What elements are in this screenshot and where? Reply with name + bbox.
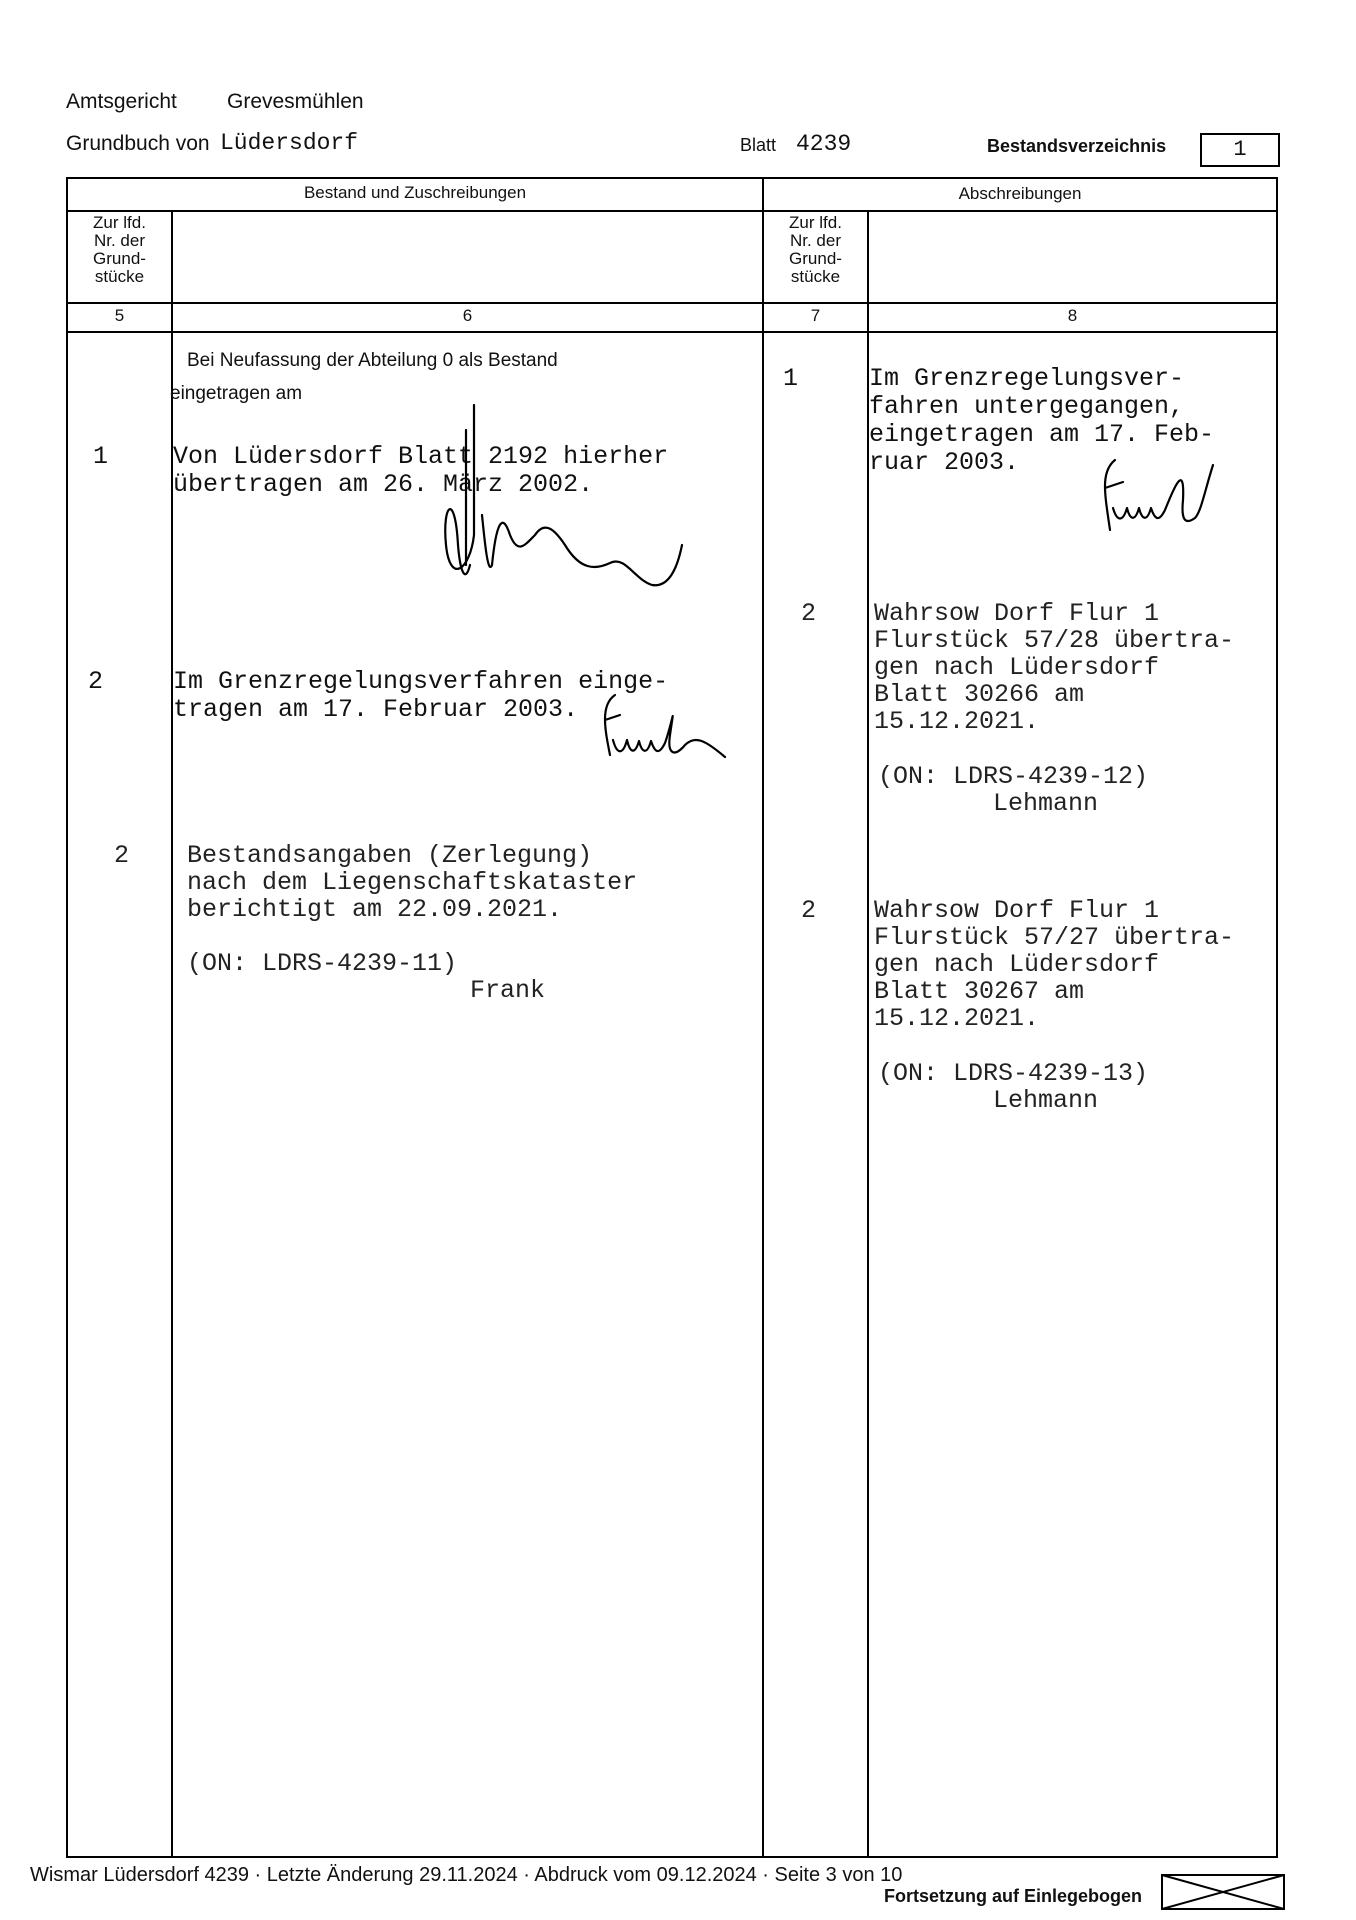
continuation-crossed-box xyxy=(1160,1872,1290,1912)
grundbuch-label: Grundbuch von xyxy=(66,132,210,155)
right-entry-2-official-name: Lehmann xyxy=(993,789,1099,818)
signature-3 xyxy=(1095,450,1235,540)
right-entry-2-number: 2 xyxy=(801,599,817,628)
col-number-8: 8 xyxy=(1067,306,1078,325)
col-number-6: 6 xyxy=(462,306,473,325)
right-entry-3-line-1: Wahrsow Dorf Flur 1 xyxy=(874,896,1160,925)
col5-header xyxy=(68,214,171,286)
entry-2-number: 2 xyxy=(88,667,104,696)
right-entry-3-line-5: 15.12.2021. xyxy=(874,1004,1040,1033)
col7-header-line: Nr. der xyxy=(789,231,842,250)
col5-header-line: stücke xyxy=(94,267,145,286)
register-number-box xyxy=(1200,133,1280,167)
print-info: Wismar Lüdersdorf 4239 · Letzte Änderung 29.11.2024 · Abdruck vom 09.12.2024 · Seite 3 von 10 xyxy=(30,1864,903,1886)
entry-3-official-name: Frank xyxy=(470,976,546,1005)
entry-3-line-3: berichtigt am 22.09.2021. xyxy=(187,895,563,924)
right-entry-2-line-3: gen nach Lüdersdorf xyxy=(874,653,1160,682)
col7-header-line: Zur lfd. xyxy=(789,213,842,232)
register-label: Bestandsverzeichnis xyxy=(987,136,1167,156)
col7-header-line: Grund- xyxy=(789,249,842,268)
right-entry-1-line-4: ruar 2003. xyxy=(869,448,1020,477)
right-entry-3-line-4: Blatt 30267 am xyxy=(874,977,1085,1006)
left-section-title: Bestand und Zuschreibungen xyxy=(303,183,527,202)
intro-line-2: eingetragen am xyxy=(170,383,303,404)
intro-line-1: Bei Neufassung der Abteilung 0 als Bestand xyxy=(187,350,558,371)
entry-3-line-1: Bestandsangaben (Zerlegung) xyxy=(187,841,593,870)
entry-1-number: 1 xyxy=(93,442,109,471)
right-entry-3-line-2: Flurstück 57/27 übertra- xyxy=(874,923,1235,952)
blatt-label: Blatt xyxy=(740,135,777,155)
signature-1 xyxy=(430,395,730,605)
col5-header-line: Nr. der xyxy=(93,231,146,250)
col7-header xyxy=(764,214,867,286)
right-section-title: Abschreibungen xyxy=(958,184,1082,203)
court-name: Grevesmühlen xyxy=(227,90,364,113)
right-entry-3-number: 2 xyxy=(801,896,817,925)
right-entry-1-line-1: Im Grenzregelungsver- xyxy=(869,364,1185,393)
grundbuch-place: Lüdersdorf xyxy=(220,130,359,156)
col-number-7: 7 xyxy=(810,306,821,325)
continuation-label: Fortsetzung auf Einlegebogen xyxy=(884,1886,1143,1906)
col5-header-line: Grund- xyxy=(93,249,146,268)
register-number: 1 xyxy=(1233,137,1247,162)
entry-1-line-1: Von Lüdersdorf Blatt 2192 hierher xyxy=(173,442,669,471)
signature-2 xyxy=(595,685,745,775)
col-number-5: 5 xyxy=(114,306,125,325)
right-entry-1-line-3: eingetragen am 17. Feb- xyxy=(869,420,1215,449)
blatt-number: 4239 xyxy=(796,131,852,157)
col5-header-line: Zur lfd. xyxy=(93,213,146,232)
right-entry-2-line-1: Wahrsow Dorf Flur 1 xyxy=(874,599,1160,628)
right-entry-2-line-2: Flurstück 57/28 übertra- xyxy=(874,626,1235,655)
right-entry-3-order-number: (ON: LDRS-4239-13) xyxy=(878,1059,1149,1088)
right-entry-2-order-number: (ON: LDRS-4239-12) xyxy=(878,762,1149,791)
entry-3-line-2: nach dem Liegenschaftskataster xyxy=(187,868,638,897)
right-entry-1-number: 1 xyxy=(783,364,799,393)
entry-2-line-1: Im Grenzregelungsverfahren einge- xyxy=(173,667,669,696)
right-entry-2-line-4: Blatt 30266 am xyxy=(874,680,1085,709)
col7-header-line: stücke xyxy=(790,267,841,286)
right-entry-3-official-name: Lehmann xyxy=(993,1086,1099,1115)
court-label: Amtsgericht xyxy=(66,90,177,113)
right-entry-3-line-3: gen nach Lüdersdorf xyxy=(874,950,1160,979)
entry-3-order-number: (ON: LDRS-4239-11) xyxy=(187,949,458,978)
entry-3-number: 2 xyxy=(114,841,130,870)
right-entry-1-line-2: fahren untergegangen, xyxy=(869,392,1185,421)
entry-2-line-2: tragen am 17. Februar 2003. xyxy=(173,695,579,724)
entry-1-line-2: übertragen am 26. März 2002. xyxy=(173,470,594,499)
right-entry-2-line-5: 15.12.2021. xyxy=(874,707,1040,736)
